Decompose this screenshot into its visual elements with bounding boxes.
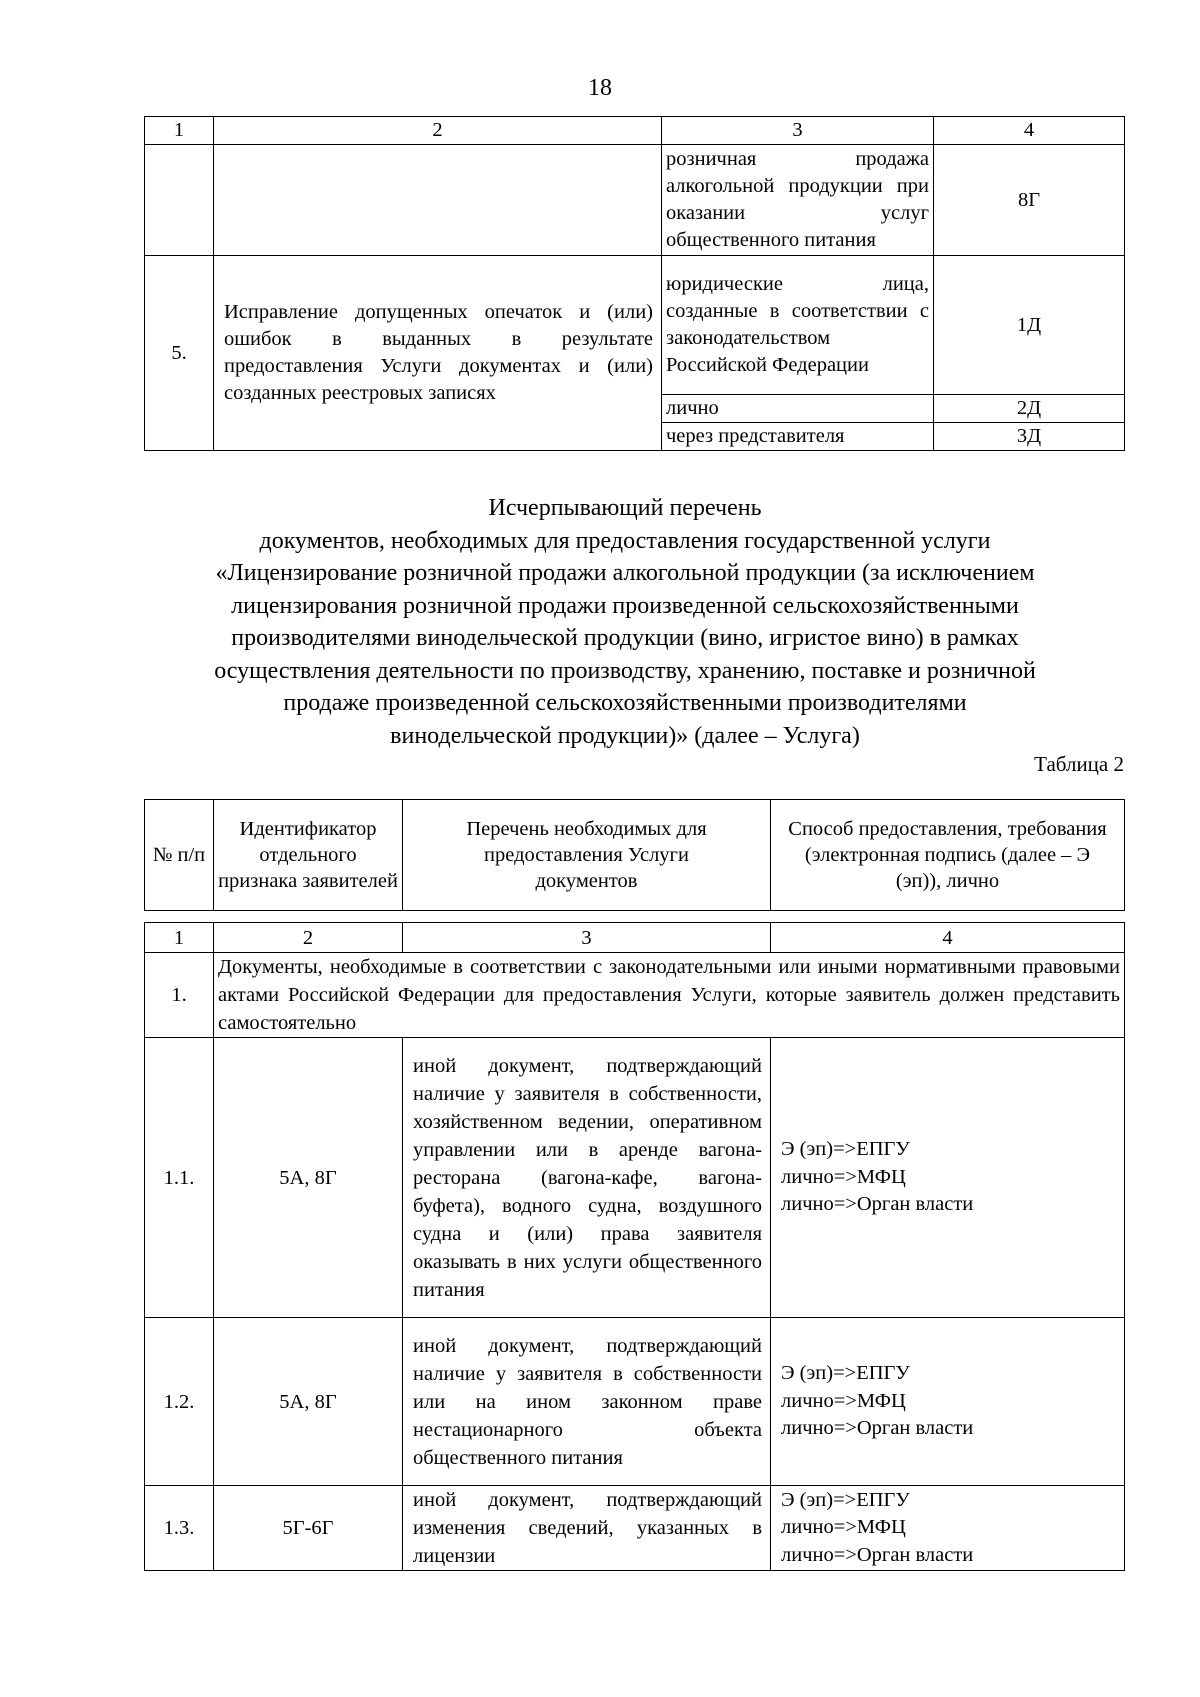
method-line: Э (эп)=>ЕПГУ <box>781 1138 910 1161</box>
identifier-cell: 5А, 8Г <box>214 1038 403 1318</box>
criterion-cell: розничная продажа алкогольной продукции при оказании услуг общественного питания <box>662 145 934 256</box>
method-cell <box>771 1038 1125 1318</box>
table-row <box>145 1038 1125 1318</box>
heading-line: производителями винодельческой продукции (вино, игристое вино) в рамках <box>231 625 1019 651</box>
header-cell-identifier: Идентификатор отдельного признака заявителей <box>214 800 403 911</box>
criterion-cell: юридические лица, созданные в соответствии с законодательством Российской Федерации <box>662 256 934 395</box>
identifier-cell: 5А, 8Г <box>214 1318 403 1486</box>
row-number-cell: 5. <box>145 256 214 451</box>
method-line: лично=>МФЦ <box>781 1516 906 1539</box>
column-number-cell: 4 <box>934 117 1125 145</box>
method-line: лично=>Орган власти <box>781 1417 974 1440</box>
table-row <box>145 1486 1125 1571</box>
row-number-cell: 1.2. <box>145 1318 214 1486</box>
criterion-cell: через представителя <box>662 423 934 451</box>
method-line: Э (эп)=>ЕПГУ <box>781 1488 910 1511</box>
heading-line: лицензирования розничной продажи произведенной сельскохозяйственными <box>231 592 1019 619</box>
empty-cell <box>145 145 214 256</box>
method-cell <box>771 1318 1125 1486</box>
header-cell-method: Способ предоставления, требования (электронная подпись (далее – Э (эп)), лично <box>771 800 1125 911</box>
column-number-cell: 2 <box>214 117 662 145</box>
method-line: Э (эп)=>ЕПГУ <box>781 1362 910 1385</box>
row-number-cell: 1.3. <box>145 1486 214 1571</box>
method-line: лично=>Орган власти <box>781 1543 974 1566</box>
table-row <box>145 117 1125 145</box>
column-number-cell: 1 <box>145 117 214 145</box>
table-label: Таблица 2 <box>1034 752 1124 776</box>
method-line: лично=>Орган власти <box>781 1193 974 1216</box>
column-number-cell: 1 <box>145 923 214 953</box>
document-cell: иной документ, подтверждающий изменения сведений, указанных в лицензии <box>403 1486 771 1571</box>
section-heading <box>130 492 1120 752</box>
identifier-cell: 5Г-6Г <box>214 1486 403 1571</box>
table-row <box>145 923 1125 953</box>
heading-line: «Лицензирование розничной продажи алкогольной продукции (за исключением <box>215 560 1035 586</box>
heading-line: винодельческой продукции)» (далее – Услуга) <box>390 722 860 749</box>
code-cell: 1Д <box>934 256 1125 395</box>
header-cell-number: № п/п <box>145 800 214 911</box>
heading-line: Исчерпывающий перечень <box>488 495 762 521</box>
service-cell: Исправление допущенных опечаток и (или) ошибок в выданных в результате предоставления Услуги документах и (или) созданных реестровых записях <box>214 256 662 451</box>
section-number-cell: 1. <box>145 953 214 1038</box>
heading-line: продаже произведенной сельскохозяйственными производителями <box>283 690 967 716</box>
empty-cell <box>214 145 662 256</box>
table-row <box>145 953 1125 1038</box>
documents-table <box>144 922 1125 1571</box>
table-row <box>145 1318 1125 1486</box>
code-cell: 8Г <box>934 145 1125 256</box>
row-number-cell: 1.1. <box>145 1038 214 1318</box>
method-line: лично=>МФЦ <box>781 1165 906 1188</box>
document-cell: иной документ, подтверждающий наличие у заявителя в собственности или на ином законном праве нестационарного объекта общественного питания <box>403 1318 771 1486</box>
column-number-cell: 2 <box>214 923 403 953</box>
documents-table-header <box>144 799 1125 911</box>
table-header-row <box>145 800 1125 911</box>
section-text-cell: Документы, необходимые в соответствии с законодательными или иными нормативными правовыми актами Российской Федерации для предоставления Услуги, которые заявитель должен представить самостоятельно <box>214 953 1125 1038</box>
column-number-cell: 4 <box>771 923 1125 953</box>
column-number-cell: 3 <box>403 923 771 953</box>
page-number: 18 <box>588 75 612 101</box>
services-table <box>144 116 1125 451</box>
table-row <box>145 145 1125 256</box>
document-cell: иной документ, подтверждающий наличие у заявителя в собственности, хозяйственном ведении, оперативном управлении или в аренде вагона-ресторана (вагона-кафе, вагона-буфета), водного судна, воздушного судна и (или) права заявителя оказывать в них услуги общественного питания <box>403 1038 771 1318</box>
heading-line: документов, необходимых для предоставления государственной услуги <box>259 527 991 554</box>
table-row <box>145 256 1125 395</box>
heading-line: осуществления деятельности по производству, хранению, поставке и розничной <box>214 657 1036 684</box>
code-cell: 2Д <box>934 395 1125 423</box>
criterion-cell: лично <box>662 395 934 423</box>
header-cell-documents: Перечень необходимых для предоставления Услуги документов <box>403 800 771 911</box>
method-cell <box>771 1486 1125 1571</box>
code-cell: 3Д <box>934 423 1125 451</box>
method-line: лично=>МФЦ <box>781 1389 906 1412</box>
column-number-cell: 3 <box>662 117 934 145</box>
